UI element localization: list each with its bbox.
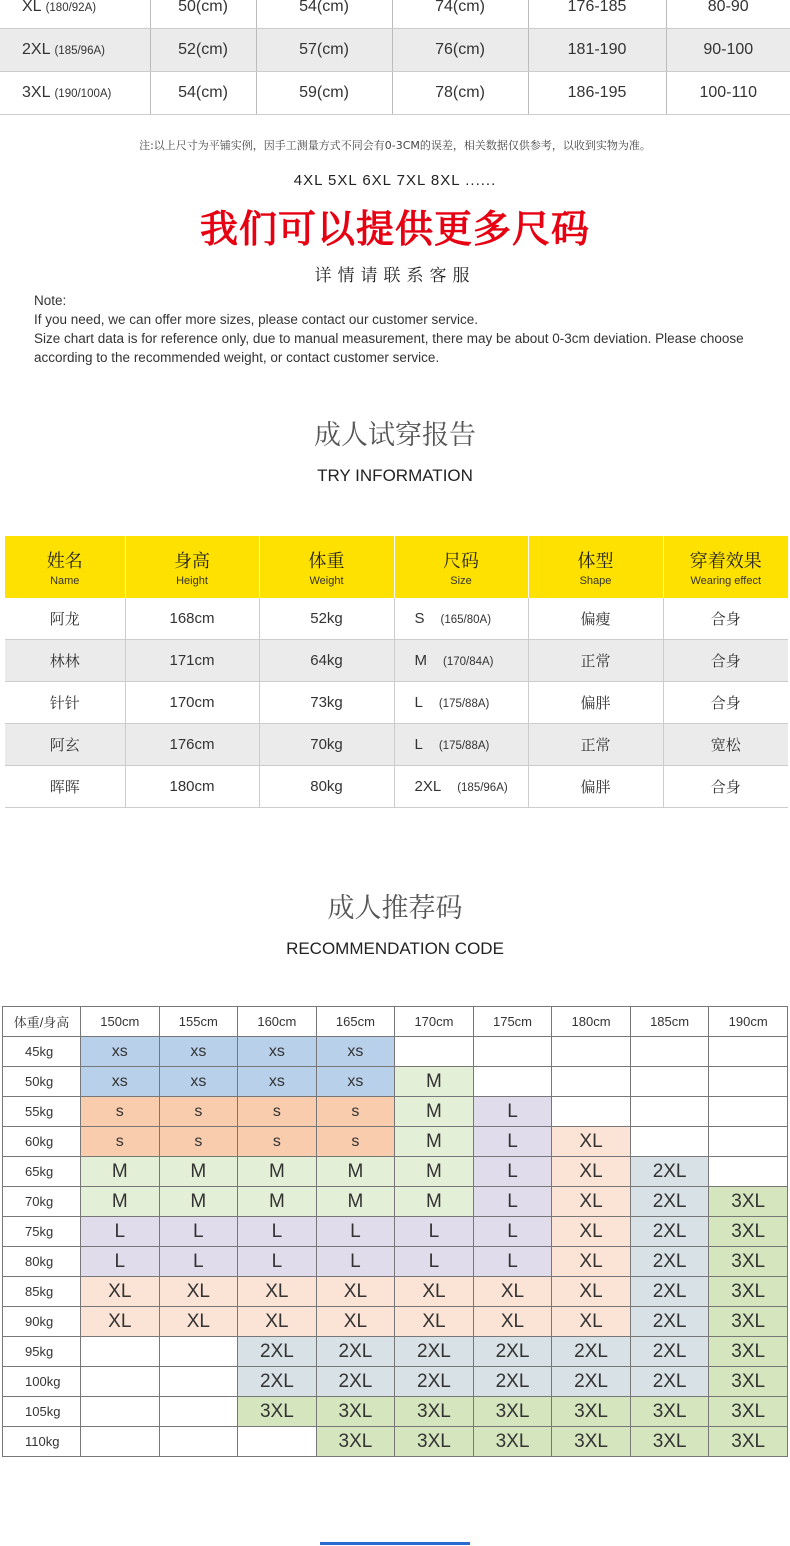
- size-value: 181-190: [528, 29, 666, 72]
- rec-cell: [709, 1127, 788, 1157]
- try-name: 阿龙: [5, 598, 125, 640]
- rec-cell: L: [473, 1187, 552, 1217]
- rec-cell: [630, 1127, 709, 1157]
- rec-cell: 2XL: [630, 1247, 709, 1277]
- rec-cell: [81, 1427, 160, 1457]
- header-en: Height: [176, 575, 208, 587]
- try-effect: 合身: [663, 682, 788, 724]
- rec-cell: 3XL: [630, 1427, 709, 1457]
- next-section-title-cut: [0, 1532, 790, 1546]
- rec-cell: xs: [316, 1037, 395, 1067]
- rec-cell: 3XL: [709, 1217, 788, 1247]
- rec-weight: 60kg: [3, 1127, 81, 1157]
- rec-cell: 3XL: [552, 1397, 631, 1427]
- rec-cell: [630, 1067, 709, 1097]
- try-weight: 52kg: [259, 598, 394, 640]
- try-row: [5, 724, 788, 766]
- size-value: 57(cm): [256, 29, 392, 72]
- try-weight: 80kg: [259, 766, 394, 808]
- try-height: 168cm: [125, 598, 259, 640]
- size-name: XL: [22, 0, 42, 15]
- rec-cell: M: [395, 1097, 474, 1127]
- rec-cell: 3XL: [316, 1397, 395, 1427]
- rec-weight: 85kg: [3, 1277, 81, 1307]
- rec-cell: 3XL: [709, 1277, 788, 1307]
- rec-cell: xs: [238, 1067, 317, 1097]
- header-en: Wearing effect: [690, 575, 762, 587]
- rec-cell: 2XL: [238, 1337, 317, 1367]
- rec-cell: 3XL: [709, 1247, 788, 1277]
- rec-cell: 2XL: [238, 1367, 317, 1397]
- rec-cell: M: [395, 1187, 474, 1217]
- rec-cell: [159, 1397, 238, 1427]
- rec-cell: M: [395, 1067, 474, 1097]
- rec-cell: [395, 1037, 474, 1067]
- rec-row: [3, 1037, 788, 1067]
- rec-cell: L: [473, 1217, 552, 1247]
- rec-cell: 2XL: [473, 1367, 552, 1397]
- rec-cell: 2XL: [630, 1337, 709, 1367]
- rec-cell: 2XL: [630, 1277, 709, 1307]
- try-header-name: [5, 536, 125, 598]
- header-cn: 身高: [174, 551, 210, 572]
- rec-cell: [709, 1097, 788, 1127]
- rec-row: [3, 1127, 788, 1157]
- rec-cell: M: [159, 1157, 238, 1187]
- try-header-size: [394, 536, 528, 598]
- try-row: [5, 640, 788, 682]
- rec-row: [3, 1067, 788, 1097]
- note-en-line1: If you need, we can offer more sizes, please contact our customer service.: [34, 312, 478, 327]
- rec-cell: 2XL: [630, 1187, 709, 1217]
- rec-height-header: 175cm: [473, 1007, 552, 1037]
- rec-cell: XL: [159, 1277, 238, 1307]
- header-en: Size: [450, 575, 472, 587]
- try-size-code: (165/80A): [440, 614, 492, 626]
- rec-height-header: 180cm: [552, 1007, 631, 1037]
- rec-cell: [709, 1157, 788, 1187]
- try-weight: 73kg: [259, 682, 394, 724]
- rec-cell: XL: [159, 1307, 238, 1337]
- rec-cell: L: [159, 1217, 238, 1247]
- size-value: 186-195: [528, 72, 666, 115]
- header-cn: 穿着效果: [689, 551, 762, 572]
- try-header-weight: [259, 536, 394, 598]
- rec-cell: s: [316, 1097, 395, 1127]
- rec-weight: 100kg: [3, 1367, 81, 1397]
- rec-cell: 3XL: [238, 1397, 317, 1427]
- rec-cell: xs: [238, 1037, 317, 1067]
- rec-cell: [159, 1427, 238, 1457]
- rec-cell: XL: [81, 1307, 160, 1337]
- note-en: [34, 291, 774, 367]
- rec-cell: [630, 1097, 709, 1127]
- rec-cell: 2XL: [552, 1337, 631, 1367]
- rec-cell: M: [81, 1157, 160, 1187]
- rec-cell: L: [316, 1247, 395, 1277]
- rec-cell: XL: [473, 1307, 552, 1337]
- try-shape: 偏胖: [528, 766, 663, 808]
- try-height: 171cm: [125, 640, 259, 682]
- rec-row: [3, 1367, 788, 1397]
- rec-cell: [552, 1097, 631, 1127]
- rec-cell: M: [159, 1187, 238, 1217]
- rec-cell: XL: [552, 1127, 631, 1157]
- try-size: [394, 724, 528, 766]
- header-cn: 姓名: [46, 551, 83, 572]
- rec-height-header: 150cm: [81, 1007, 160, 1037]
- rec-cell: [709, 1037, 788, 1067]
- rec-height-header: 155cm: [159, 1007, 238, 1037]
- size-value: 50(cm): [150, 0, 256, 29]
- rec-height-header: 170cm: [395, 1007, 474, 1037]
- rec-cell: xs: [316, 1067, 395, 1097]
- rec-weight: 105kg: [3, 1397, 81, 1427]
- rec-cell: XL: [552, 1277, 631, 1307]
- size-value: 54(cm): [256, 0, 392, 29]
- rec-cell: [81, 1367, 160, 1397]
- rec-cell: 3XL: [709, 1187, 788, 1217]
- rec-cell: xs: [159, 1067, 238, 1097]
- rec-weight: 110kg: [3, 1427, 81, 1457]
- rec-weight: 75kg: [3, 1217, 81, 1247]
- rec-cell: s: [238, 1127, 317, 1157]
- rec-cell: 2XL: [316, 1337, 395, 1367]
- try-row: [5, 598, 788, 640]
- rec-cell: 2XL: [473, 1337, 552, 1367]
- rec-cell: [81, 1397, 160, 1427]
- try-row: [5, 766, 788, 808]
- rec-cell: 3XL: [473, 1427, 552, 1457]
- rec-cell: L: [395, 1217, 474, 1247]
- try-table: [5, 536, 788, 808]
- try-height: 180cm: [125, 766, 259, 808]
- try-shape: 偏胖: [528, 682, 663, 724]
- try-weight: 64kg: [259, 640, 394, 682]
- rec-cell: [630, 1037, 709, 1067]
- size-cell: [0, 0, 150, 29]
- rec-cell: 2XL: [630, 1157, 709, 1187]
- header-en: Shape: [579, 575, 612, 587]
- rec-cell: s: [238, 1097, 317, 1127]
- rec-cell: 3XL: [630, 1397, 709, 1427]
- rec-cell: L: [473, 1097, 552, 1127]
- header-cn: 尺码: [443, 551, 479, 572]
- rec-cell: M: [316, 1187, 395, 1217]
- try-header-shape: [528, 536, 663, 598]
- rec-cell: XL: [552, 1247, 631, 1277]
- rec-cell: [81, 1337, 160, 1367]
- size-code: (180/92A): [45, 2, 97, 14]
- rec-row: [3, 1157, 788, 1187]
- rec-cell: 3XL: [709, 1367, 788, 1397]
- more-sizes-banner: 我们可以提供更多尺码: [199, 207, 590, 251]
- size-value: 176-185: [528, 0, 666, 29]
- rec-cell: s: [159, 1097, 238, 1127]
- rec-weight: 45kg: [3, 1037, 81, 1067]
- rec-cell: [159, 1337, 238, 1367]
- rec-cell: 3XL: [552, 1427, 631, 1457]
- rec-cell: L: [473, 1157, 552, 1187]
- rec-height-header: 165cm: [316, 1007, 395, 1037]
- rec-cell: M: [395, 1127, 474, 1157]
- try-size-code: (175/88A): [438, 740, 490, 752]
- rec-cell: [238, 1427, 317, 1457]
- rec-cell: XL: [552, 1217, 631, 1247]
- try-size-code: (185/96A): [457, 782, 508, 794]
- size-value: 52(cm): [150, 29, 256, 72]
- rec-weight: 50kg: [3, 1067, 81, 1097]
- rec-cell: s: [81, 1097, 160, 1127]
- rec-cell: XL: [316, 1307, 395, 1337]
- try-effect: 合身: [663, 766, 788, 808]
- rec-height-header: 185cm: [630, 1007, 709, 1037]
- rec-cell: 3XL: [395, 1427, 474, 1457]
- rec-row: [3, 1397, 788, 1427]
- size-value: 78(cm): [392, 72, 528, 115]
- try-name: 林林: [5, 640, 125, 682]
- rec-weight: 70kg: [3, 1187, 81, 1217]
- try-height: 176cm: [125, 724, 259, 766]
- try-size-name: S: [414, 610, 425, 627]
- rec-cell: XL: [395, 1307, 474, 1337]
- header-cn: 体型: [577, 551, 614, 572]
- rec-cell: [552, 1037, 631, 1067]
- rec-cell: 2XL: [395, 1337, 474, 1367]
- rec-cell: [473, 1067, 552, 1097]
- rec-row: [3, 1277, 788, 1307]
- try-size-name: M: [414, 652, 427, 669]
- header-en: Weight: [309, 575, 344, 587]
- rec-cell: L: [473, 1127, 552, 1157]
- rec-row: [3, 1427, 788, 1457]
- try-effect: 宽松: [663, 724, 788, 766]
- rec-cell: L: [159, 1247, 238, 1277]
- rec-cell: XL: [395, 1277, 474, 1307]
- rec-row: [3, 1097, 788, 1127]
- rec-cell: M: [316, 1157, 395, 1187]
- size-code: (190/100A): [54, 88, 112, 100]
- rec-height-header: 190cm: [709, 1007, 788, 1037]
- header-en: Name: [50, 575, 80, 587]
- rec-cell: s: [81, 1127, 160, 1157]
- rec-cell: xs: [81, 1067, 160, 1097]
- size-table: [0, 0, 790, 115]
- rec-cell: 2XL: [316, 1367, 395, 1397]
- try-name: 针针: [5, 682, 125, 724]
- rec-cell: L: [473, 1247, 552, 1277]
- rec-cell: 2XL: [395, 1367, 474, 1397]
- rec-cell: [473, 1037, 552, 1067]
- rec-corner: 体重/身高: [3, 1007, 81, 1037]
- contact-service-cn: 详情请联系客服: [314, 266, 476, 286]
- try-size: [394, 682, 528, 724]
- rec-cell: s: [316, 1127, 395, 1157]
- try-shape: 正常: [528, 724, 663, 766]
- try-name: 阿玄: [5, 724, 125, 766]
- note-en-label: Note:: [34, 293, 67, 308]
- size-name: 3XL: [22, 84, 51, 101]
- rec-row: [3, 1247, 788, 1277]
- rec-weight: 55kg: [3, 1097, 81, 1127]
- rec-cell: 3XL: [709, 1337, 788, 1367]
- try-size-name: L: [414, 694, 423, 711]
- rec-cell: L: [81, 1217, 160, 1247]
- rec-cell: 3XL: [316, 1427, 395, 1457]
- rec-cell: 2XL: [552, 1367, 631, 1397]
- rec-cell: [159, 1367, 238, 1397]
- note-cn: 注:以上尺寸为平铺实例，因手工测量方式不同会有0-3CM的误差，相关数据仅供参考，以收到实物为准。: [139, 139, 651, 152]
- rec-weight: 90kg: [3, 1307, 81, 1337]
- rec-cell: xs: [81, 1037, 160, 1067]
- note-en-line2: Size chart data is for reference only, due to manual measurement, there may be about 0-3cm deviation. Please choose according to the recommended weight, or contact customer service.: [34, 331, 744, 365]
- try-size-name: 2XL: [414, 778, 442, 795]
- rec-cell: XL: [238, 1277, 317, 1307]
- size-cell: [0, 29, 150, 72]
- rec-cell: 2XL: [630, 1367, 709, 1397]
- rec-cell: 2XL: [630, 1217, 709, 1247]
- rec-cell: M: [238, 1187, 317, 1217]
- rec-cell: 3XL: [709, 1427, 788, 1457]
- rec-header-row: [3, 1007, 788, 1037]
- size-cell: [0, 72, 150, 115]
- try-name: 晖晖: [5, 766, 125, 808]
- rec-cell: L: [238, 1247, 317, 1277]
- try-shape: 正常: [528, 640, 663, 682]
- rec-row: [3, 1337, 788, 1367]
- try-row: [5, 682, 788, 724]
- size-value: 59(cm): [256, 72, 392, 115]
- try-size: [394, 766, 528, 808]
- rec-cell: 3XL: [709, 1397, 788, 1427]
- try-effect: 合身: [663, 598, 788, 640]
- size-row: [0, 0, 790, 29]
- try-height: 170cm: [125, 682, 259, 724]
- try-shape: 偏瘦: [528, 598, 663, 640]
- rec-cell: L: [395, 1247, 474, 1277]
- size-value: 80-90: [666, 0, 790, 29]
- rec-cell: xs: [159, 1037, 238, 1067]
- rec-cell: [709, 1067, 788, 1097]
- rec-row: [3, 1217, 788, 1247]
- try-section-title: 成人试穿报告: [314, 420, 476, 451]
- rec-cell: 2XL: [630, 1307, 709, 1337]
- try-weight: 70kg: [259, 724, 394, 766]
- size-value: 76(cm): [392, 29, 528, 72]
- size-code: (185/96A): [54, 45, 105, 57]
- rec-cell: XL: [552, 1157, 631, 1187]
- try-size: [394, 640, 528, 682]
- rec-cell: XL: [552, 1307, 631, 1337]
- try-size-name: L: [414, 736, 423, 753]
- rec-row: [3, 1307, 788, 1337]
- try-header-height: [125, 536, 259, 598]
- rec-cell: M: [81, 1187, 160, 1217]
- rec-cell: M: [395, 1157, 474, 1187]
- rec-cell: 3XL: [395, 1397, 474, 1427]
- rec-cell: XL: [316, 1277, 395, 1307]
- size-value: 54(cm): [150, 72, 256, 115]
- rec-cell: XL: [552, 1187, 631, 1217]
- rec-weight: 65kg: [3, 1157, 81, 1187]
- size-name: 2XL: [22, 41, 51, 58]
- rec-section-title: 成人推荐码: [327, 893, 463, 924]
- size-row: [0, 72, 790, 115]
- size-value: 74(cm): [392, 0, 528, 29]
- try-effect: 合身: [663, 640, 788, 682]
- try-size-code: (175/88A): [438, 698, 490, 710]
- rec-cell: L: [316, 1217, 395, 1247]
- rec-weight: 80kg: [3, 1247, 81, 1277]
- try-section-subtitle: TRY INFORMATION: [317, 466, 473, 485]
- try-header-wearing-effect: [663, 536, 788, 598]
- size-value: 100-110: [666, 72, 790, 115]
- rec-cell: L: [238, 1217, 317, 1247]
- rec-cell: s: [159, 1127, 238, 1157]
- rec-cell: 3XL: [473, 1397, 552, 1427]
- try-size: [394, 598, 528, 640]
- rec-cell: XL: [238, 1307, 317, 1337]
- rec-height-header: 160cm: [238, 1007, 317, 1037]
- rec-cell: M: [238, 1157, 317, 1187]
- rec-cell: L: [81, 1247, 160, 1277]
- rec-cell: XL: [81, 1277, 160, 1307]
- try-size-code: (170/84A): [443, 656, 494, 668]
- recommendation-table: [2, 1006, 788, 1457]
- size-row: [0, 29, 790, 72]
- header-cn: 体重: [308, 551, 345, 572]
- more-sizes-line: 4XL 5XL 6XL 7XL 8XL ......: [293, 172, 497, 189]
- rec-weight: 95kg: [3, 1337, 81, 1367]
- rec-cell: [552, 1067, 631, 1097]
- rec-section-subtitle: RECOMMENDATION CODE: [286, 939, 504, 958]
- rec-cell: XL: [473, 1277, 552, 1307]
- rec-row: [3, 1187, 788, 1217]
- rec-cell: 3XL: [709, 1307, 788, 1337]
- size-value: 90-100: [666, 29, 790, 72]
